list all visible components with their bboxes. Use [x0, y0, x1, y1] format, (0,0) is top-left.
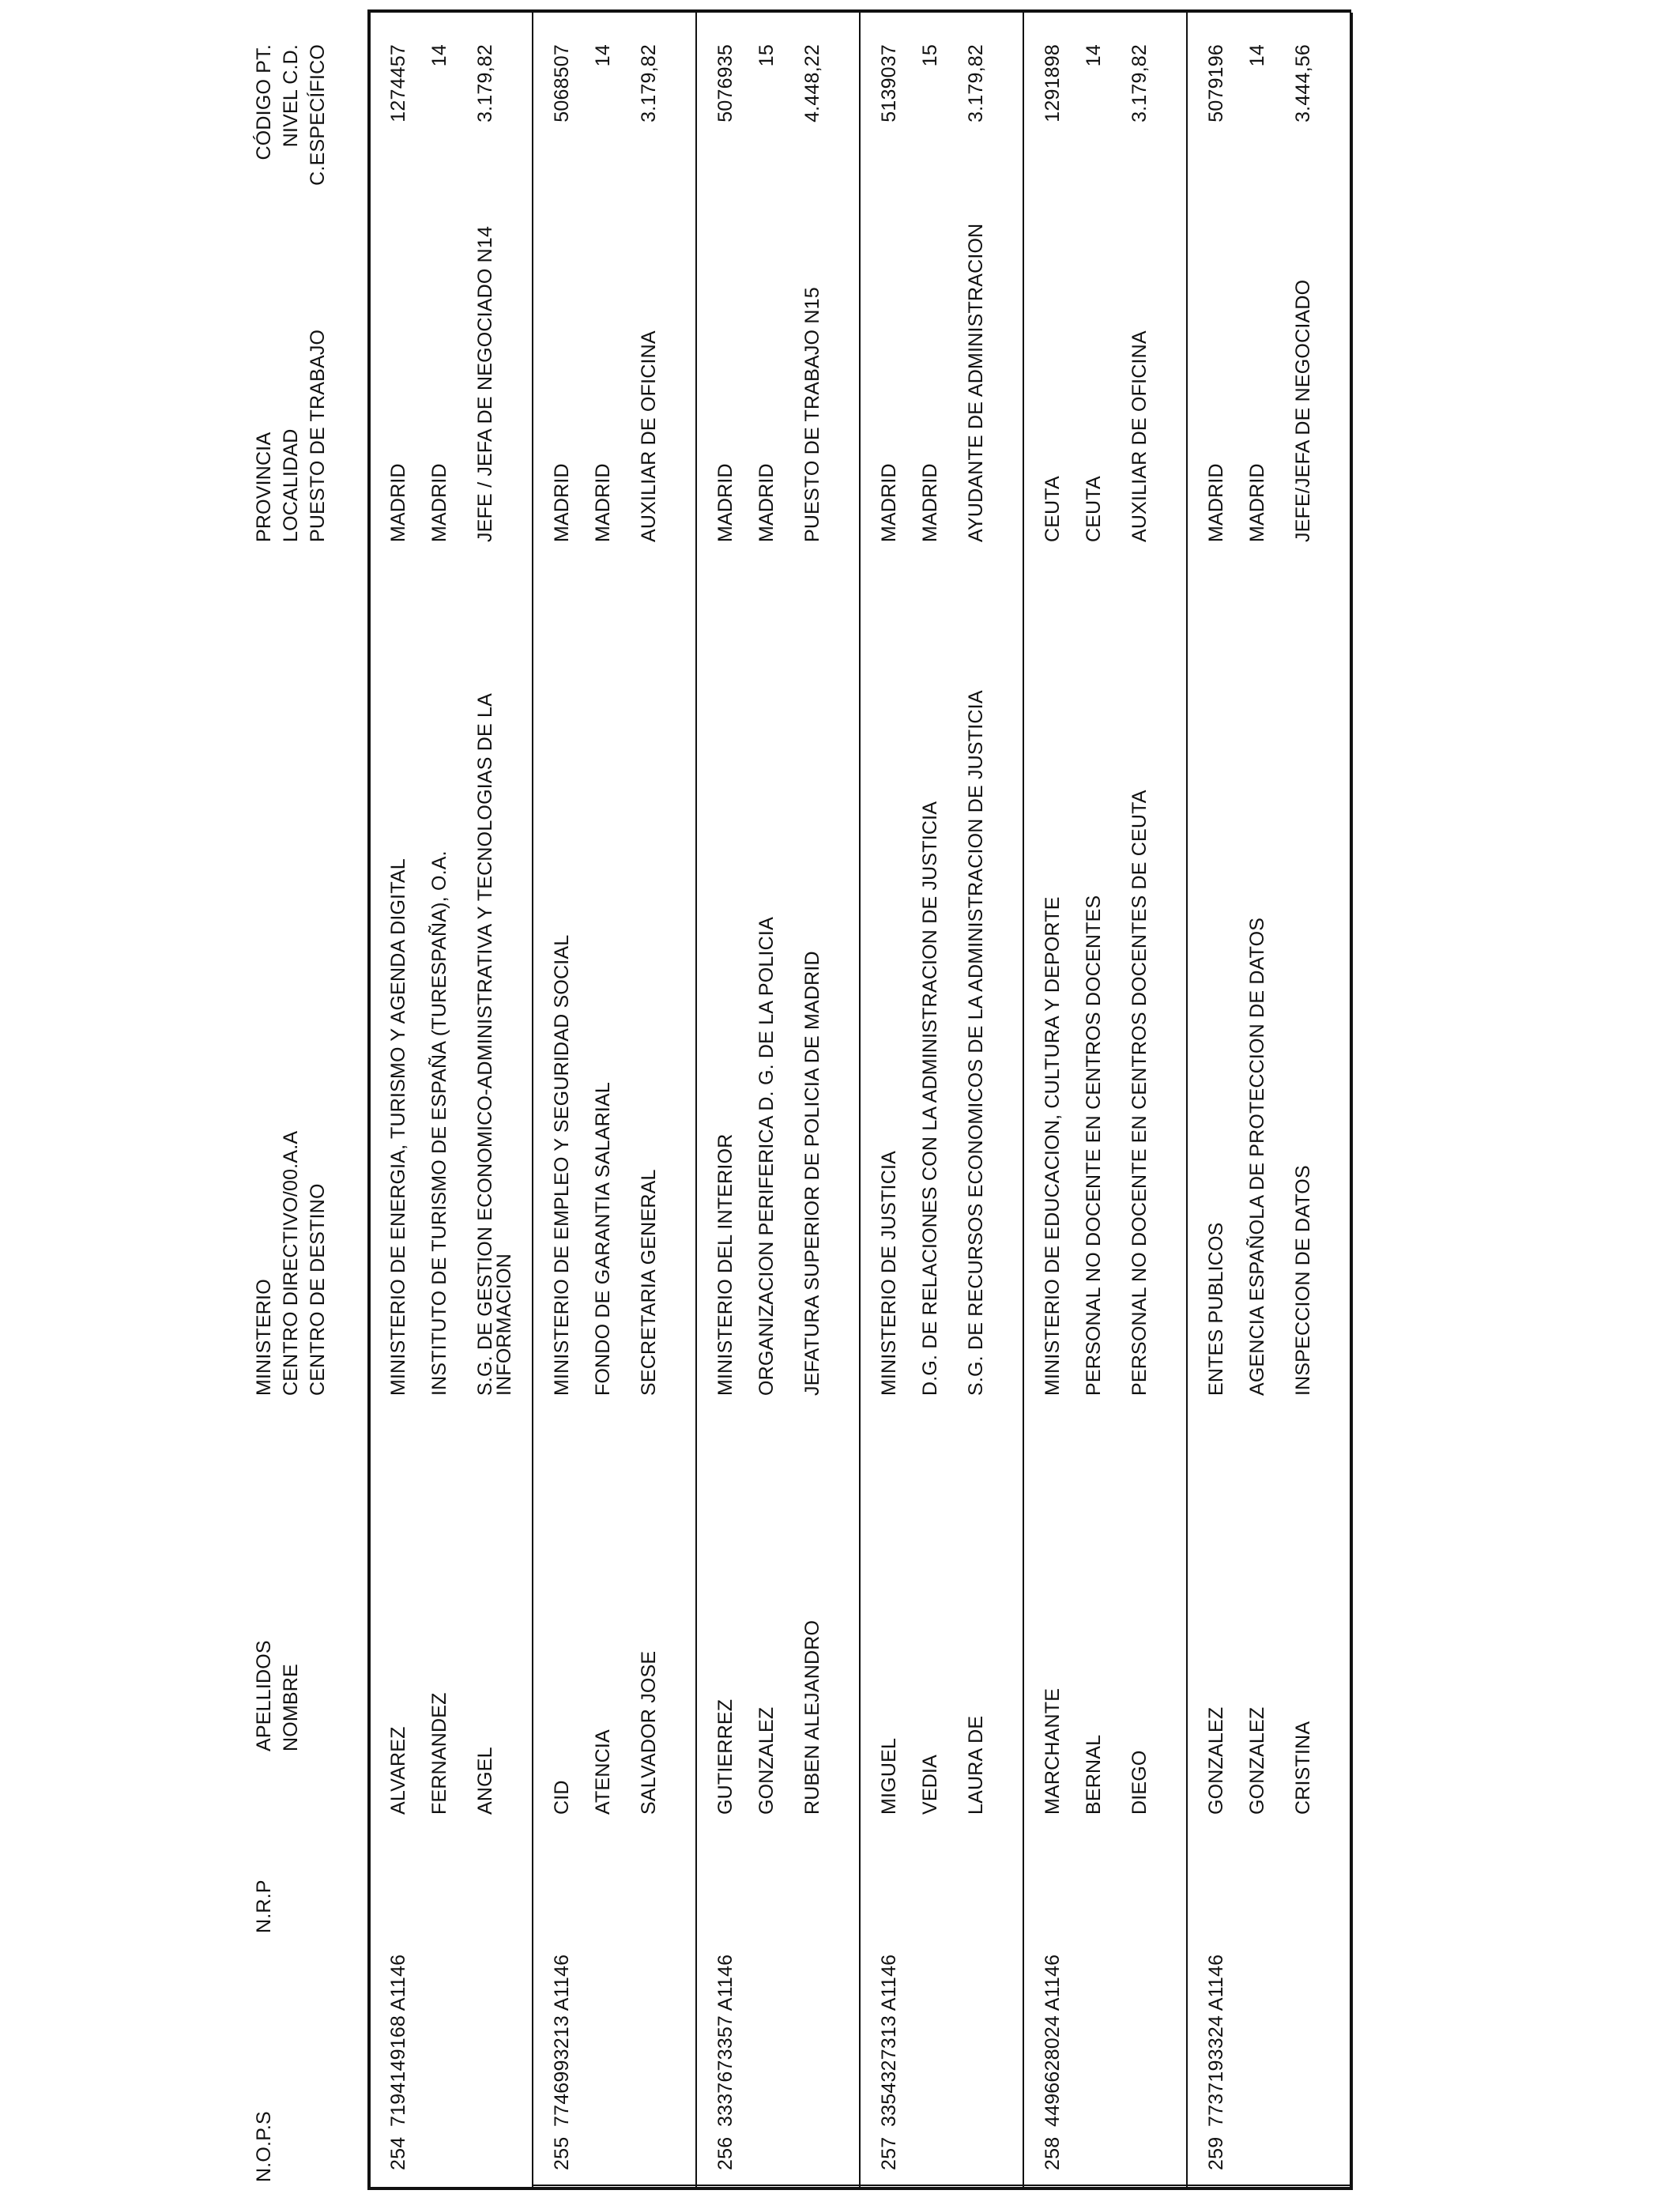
header-nops: N.O.P.S — [253, 2111, 275, 2182]
row-ministerio: ENTES PUBLICOS — [1205, 1222, 1227, 1396]
row-divider — [695, 13, 697, 2190]
row-ministerio: MINISTERIO DE JUSTICIA — [878, 1151, 900, 1396]
row-puesto: JEFE / JEFA DE NEGOCIADO N14 — [474, 225, 496, 542]
row-nombre: DIEGO — [1128, 1750, 1151, 1815]
row-puesto: AUXILIAR DE OFICINA — [638, 330, 660, 542]
row-apellido2: GONZALEZ — [755, 1706, 778, 1815]
row-apellido2: FERNANDEZ — [428, 1692, 450, 1815]
row-provincia: MADRID — [878, 463, 900, 542]
row-centro-directivo: FONDO DE GARANTIA SALARIAL — [592, 1082, 614, 1396]
row-codigo: 1291898 — [1042, 44, 1064, 123]
header-puesto: PUESTO DE TRABAJO — [307, 329, 329, 542]
row-centro-destino-cont: INFORMACION — [493, 1253, 515, 1396]
row-number: 255 — [551, 2136, 573, 2170]
row-divider — [532, 13, 533, 2190]
row-nrp: 7737193324 A1146 — [1205, 1954, 1227, 2127]
row-nombre: LAURA DE — [965, 1715, 987, 1815]
row-centro-destino: INSPECCION DE DATOS — [1292, 1165, 1314, 1396]
row-nombre: CRISTINA — [1292, 1721, 1314, 1815]
row-divider — [1186, 13, 1188, 2190]
row-centro-directivo: AGENCIA ESPAÑOLA DE PROTECCION DE DATOS — [1246, 917, 1268, 1396]
row-centro-directivo: INSTITUTO DE TURISMO DE ESPAÑA (TURESPAÑA), O.A. — [428, 850, 450, 1396]
table-border-top — [367, 13, 371, 2190]
row-centro-destino: PERSONAL NO DOCENTE EN CENTROS DOCENTES DE CEUTA — [1128, 790, 1151, 1396]
row-puesto: PUESTO DE TRABAJO N15 — [801, 287, 823, 542]
row-centro-destino: S.G. DE GESTION ECONOMICO-ADMINISTRATIVA Y TECNOLOGIAS DE LA — [474, 692, 496, 1396]
header-apellidos: APELLIDOS — [253, 1640, 275, 1751]
row-nrp: 3354327313 A1146 — [878, 1954, 900, 2127]
row-centro-directivo: ORGANIZACION PERIFERICA D. G. DE LA POLICIA — [755, 917, 778, 1396]
row-provincia: CEUTA — [1042, 476, 1064, 542]
row-especifico: 4.448,22 — [801, 44, 823, 123]
row-apellido2: BERNAL — [1083, 1734, 1105, 1815]
row-provincia: MADRID — [551, 463, 573, 542]
row-localidad: MADRID — [592, 463, 614, 542]
row-codigo: 5076935 — [714, 44, 736, 123]
header-provincia: PROVINCIA — [253, 432, 275, 542]
row-ministerio: MINISTERIO DE EDUCACION, CULTURA Y DEPORTE — [1042, 896, 1064, 1396]
row-puesto: JEFE/JEFA DE NEGOCIADO — [1292, 279, 1314, 542]
row-apellido1: GONZALEZ — [1205, 1706, 1227, 1815]
row-apellido2: ATENCIA — [592, 1729, 614, 1815]
row-puesto: AUXILIAR DE OFICINA — [1128, 330, 1151, 542]
row-nombre: ANGEL — [474, 1747, 496, 1815]
row-especifico: 3.179,82 — [965, 44, 987, 123]
row-centro-destino: JEFATURA SUPERIOR DE POLICIA DE MADRID — [801, 951, 823, 1396]
row-puesto: AYUDANTE DE ADMINISTRACION — [965, 223, 987, 542]
row-divider — [532, 2185, 1351, 2186]
row-codigo: 1274457 — [387, 44, 409, 123]
header-centro-directivo: CENTRO DIRECTIVO/00.A.A — [280, 1130, 302, 1396]
header-nrp: N.R.P — [253, 1879, 275, 1933]
row-codigo: 5139037 — [878, 44, 900, 123]
row-codigo: 5068507 — [551, 44, 573, 123]
row-provincia: MADRID — [1205, 463, 1227, 542]
header-nombre: NOMBRE — [280, 1664, 302, 1751]
row-nivel: 15 — [919, 44, 941, 67]
row-nivel: 14 — [1083, 44, 1105, 67]
header-nivel: NIVEL C.D. — [280, 44, 302, 148]
row-especifico: 3.444,56 — [1292, 44, 1314, 123]
row-nombre: RUBEN ALEJANDRO — [801, 1619, 823, 1815]
row-nrp: 3337673357 A1146 — [714, 1954, 736, 2127]
row-ministerio: MINISTERIO DE ENERGIA, TURISMO Y AGENDA DIGITAL — [387, 858, 409, 1396]
row-localidad: CEUTA — [1083, 476, 1105, 542]
row-localidad: MADRID — [755, 463, 778, 542]
row-localidad: MADRID — [919, 463, 941, 542]
row-nrp: 7746993213 A1146 — [551, 1954, 573, 2127]
row-especifico: 3.179,82 — [1128, 44, 1151, 123]
row-apellido1: CID — [551, 1780, 573, 1815]
row-nivel: 14 — [1246, 44, 1268, 67]
row-divider — [859, 13, 861, 2190]
header-ministerio: MINISTERIO — [253, 1279, 275, 1396]
row-localidad: MADRID — [428, 463, 450, 542]
row-localidad: MADRID — [1246, 463, 1268, 542]
row-provincia: MADRID — [387, 463, 409, 542]
header-localidad: LOCALIDAD — [280, 428, 302, 542]
row-apellido1: MARCHANTE — [1042, 1687, 1064, 1815]
row-number: 258 — [1042, 2136, 1064, 2170]
row-especifico: 3.179,82 — [474, 44, 496, 123]
row-number: 259 — [1205, 2136, 1227, 2170]
row-nrp: 7194149168 A1146 — [387, 1954, 409, 2127]
row-divider — [1023, 13, 1024, 2190]
row-apellido1: MIGUEL — [878, 1737, 900, 1815]
row-centro-directivo: D.G. DE RELACIONES CON LA ADMINISTRACION DE JUSTICIA — [919, 801, 941, 1396]
row-codigo: 5079196 — [1205, 44, 1227, 123]
row-centro-destino: S.G. DE RECURSOS ECONOMICOS DE LA ADMINISTRACION DE JUSTICIA — [965, 690, 987, 1396]
row-provincia: MADRID — [714, 463, 736, 542]
row-apellido2: VEDIA — [919, 1754, 941, 1815]
header-especifico: C.ESPECÍFICO — [307, 44, 329, 186]
row-nivel: 15 — [755, 44, 778, 67]
row-nrp: 4496628024 A1146 — [1042, 1954, 1064, 2127]
row-number: 257 — [878, 2136, 900, 2170]
header-centro-destino: CENTRO DE DESTINO — [307, 1183, 329, 1396]
row-nivel: 14 — [592, 44, 614, 67]
row-nombre: SALVADOR JOSE — [638, 1650, 660, 1815]
row-centro-destino: SECRETARIA GENERAL — [638, 1169, 660, 1396]
row-number: 256 — [714, 2136, 736, 2170]
row-apellido2: GONZALEZ — [1246, 1706, 1268, 1815]
header-codigo: CÓDIGO PT. — [253, 44, 275, 160]
row-apellido1: ALVAREZ — [387, 1726, 409, 1815]
row-apellido1: GUTIERREZ — [714, 1698, 736, 1815]
row-number: 254 — [387, 2136, 409, 2170]
row-ministerio: MINISTERIO DEL INTERIOR — [714, 1133, 736, 1396]
row-centro-directivo: PERSONAL NO DOCENTE EN CENTROS DOCENTES — [1083, 895, 1105, 1396]
row-especifico: 3.179,82 — [638, 44, 660, 123]
table-border-bottom — [1350, 13, 1353, 2190]
row-ministerio: MINISTERIO DE EMPLEO Y SEGURIDAD SOCIAL — [551, 934, 573, 1396]
row-nivel: 14 — [428, 44, 450, 67]
